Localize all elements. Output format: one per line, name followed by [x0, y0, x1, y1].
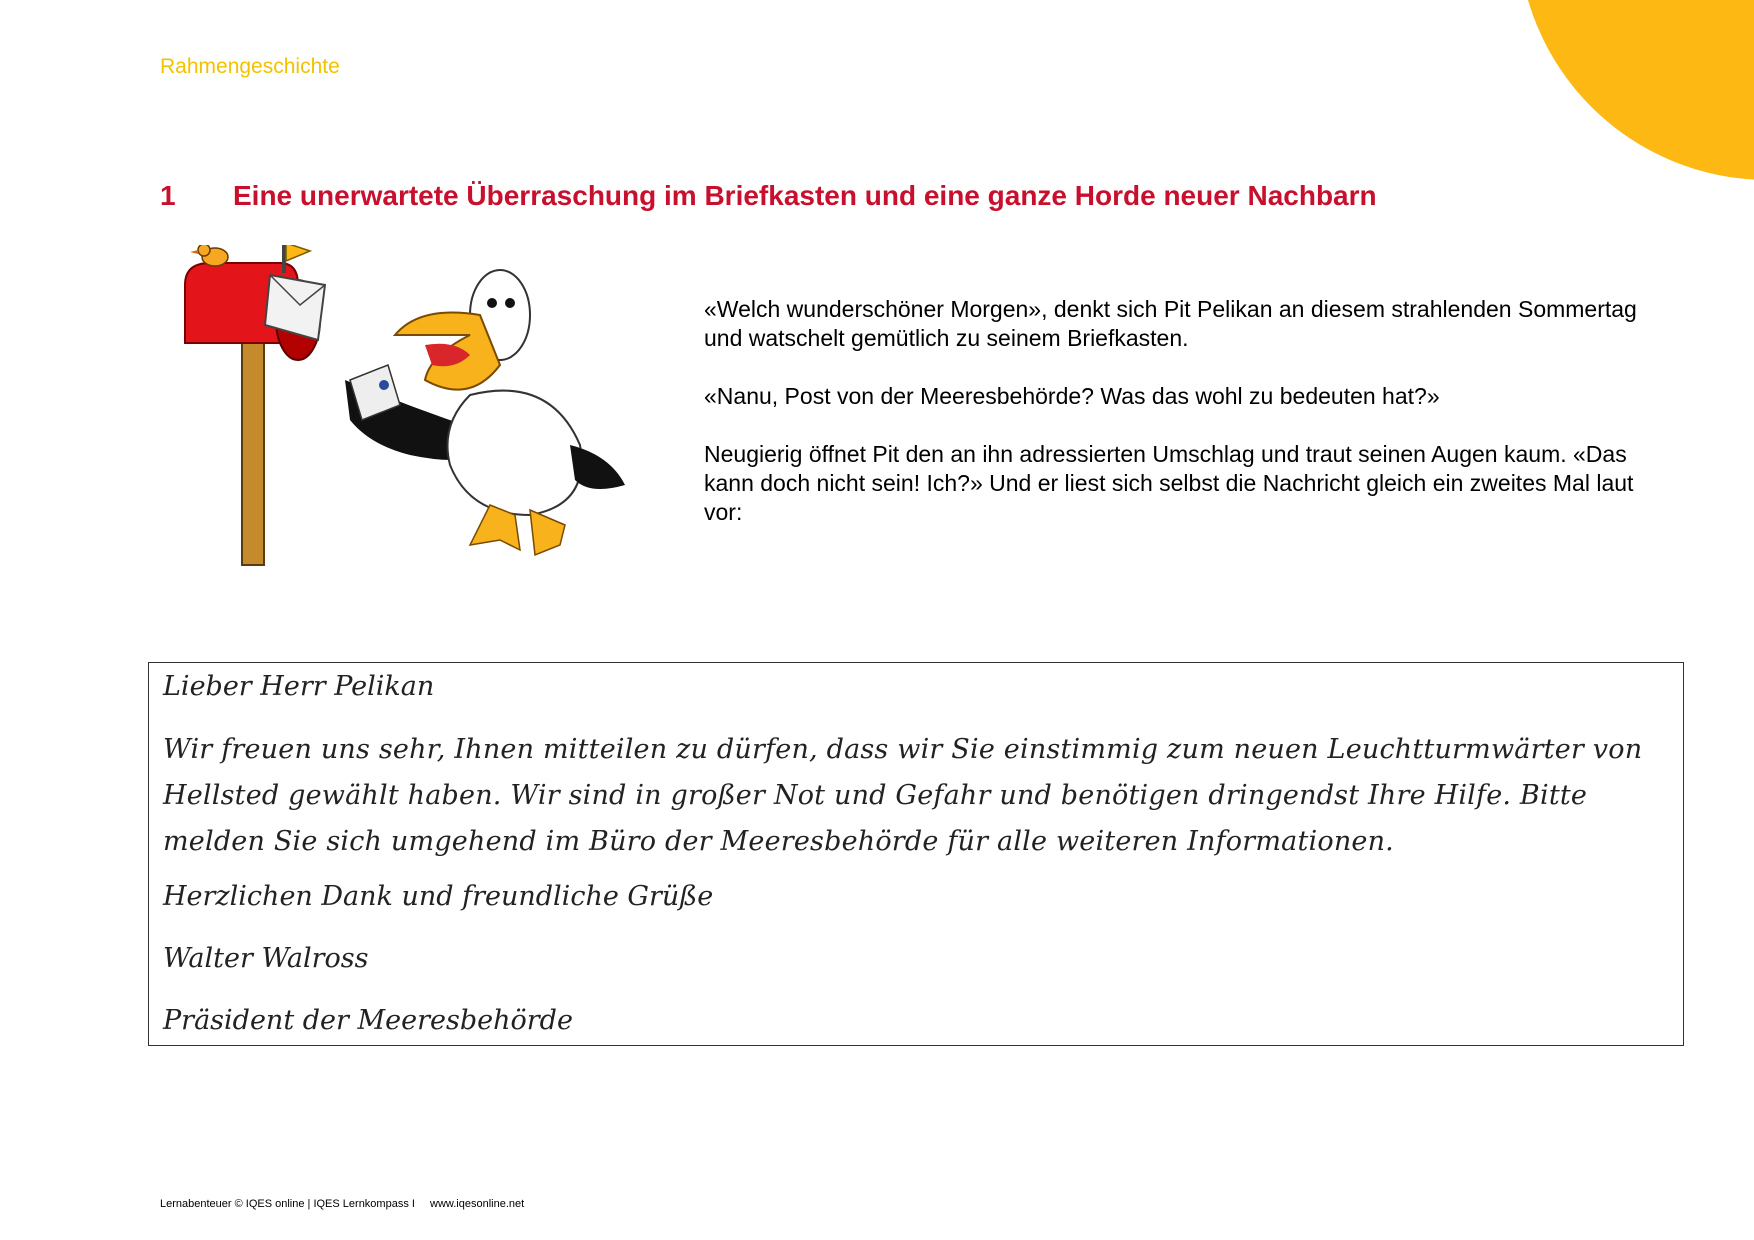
running-head: Rahmengeschichte	[160, 55, 340, 78]
footer-credit: Lernabenteuer © IQES online | IQES Lernkompass I	[160, 1198, 415, 1210]
intro-paragraph: «Welch wunderschöner Morgen», denkt sich Pit Pelikan an diesem strahlenden Sommertag und watschelt gemütlich zu seinem Briefkasten.	[704, 296, 1637, 351]
letter-body: Wir freuen uns sehr, Ihnen mitteilen zu dürfen, dass wir Sie einstimmig zum neuen Leuchtturmwärter von Hellsted gewählt haben. Wir sind in großer Not und Gefahr und benötigen dringendst Ihre Hilfe. Bitte melden Sie sich umgehend im Büro der Meeresbehörde für alle weiteren Informationen.	[163, 734, 1643, 857]
footer	[160, 1198, 524, 1210]
footer-url[interactable]: www.iqesonline.net	[430, 1198, 525, 1210]
intro-paragraph: Neugierig öffnet Pit den an ihn adressierten Umschlag und traut seinen Augen kaum. «Das kann doch nicht sein! Ich?» Und er liest sich selbst die Nachricht gleich ein zweites Mal laut vor:	[704, 441, 1634, 525]
intro-paragraph: «Nanu, Post von der Meeresbehörde? Was das wohl zu bedeuten hat?»	[704, 383, 1440, 409]
pelican-mailbox-icon	[170, 245, 670, 575]
letter-greeting: Lieber Herr Pelikan	[163, 671, 435, 702]
section-title: Eine unerwartete Überraschung im Briefkasten und eine ganze Horde neuer Nachbarn	[233, 180, 1377, 211]
letter-role: Präsident der Meeresbehörde	[163, 1005, 573, 1036]
letter-signer: Walter Walross	[163, 943, 369, 974]
letter-box	[148, 662, 1684, 1046]
section-number: 1	[160, 180, 176, 211]
intro-text	[704, 295, 1664, 556]
corner-decoration	[1518, 0, 1754, 180]
letter-closing: Herzlichen Dank und freundliche Grüße	[163, 881, 714, 912]
section-heading	[160, 180, 1377, 212]
